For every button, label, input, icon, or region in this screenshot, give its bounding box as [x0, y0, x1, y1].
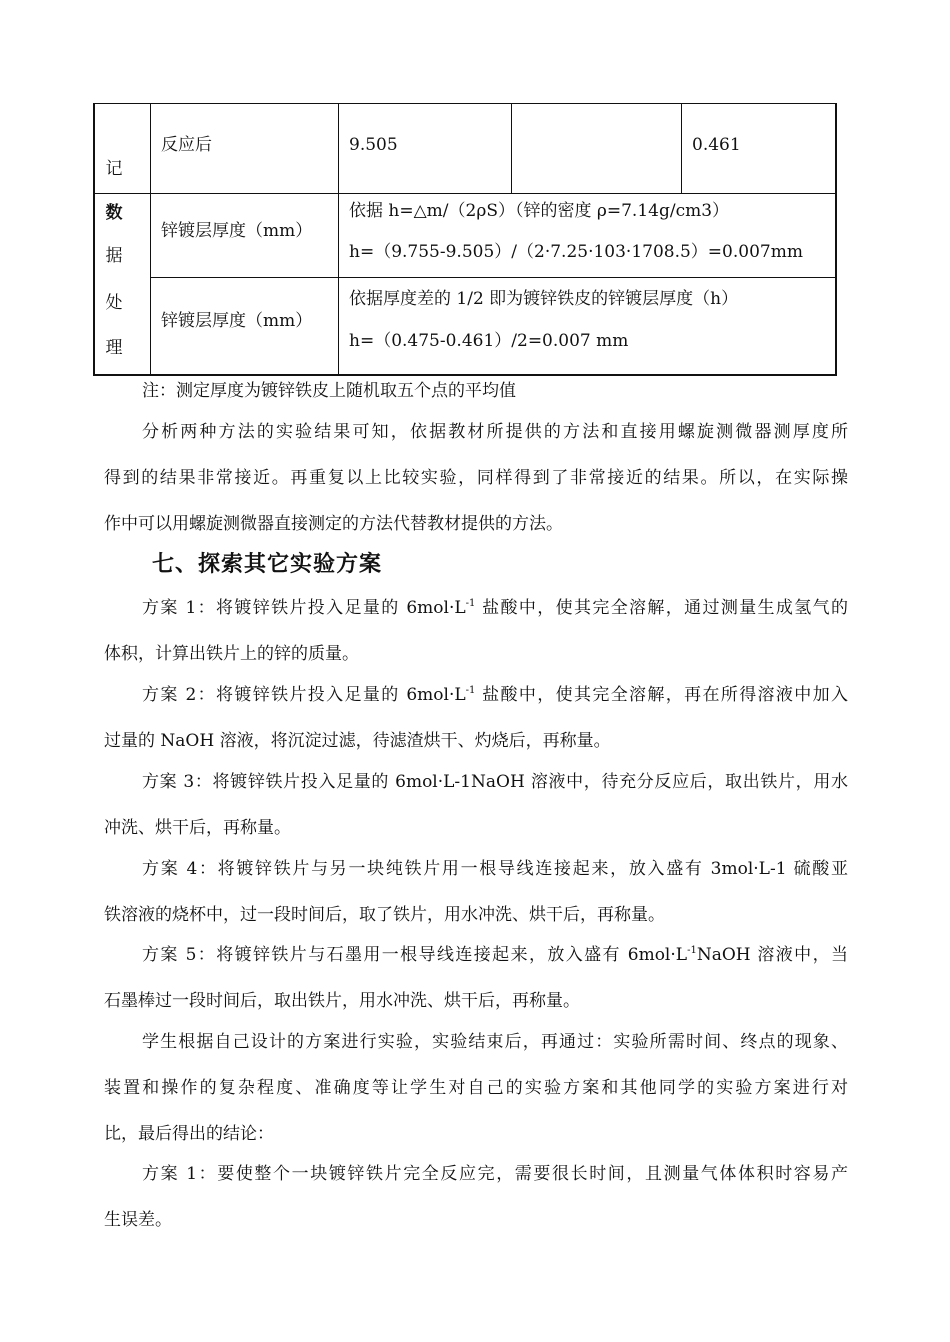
analysis-line: 分析两种方法的实验结果可知，依据教材所提供的方法和直接用螺旋测微器测厚度所	[142, 422, 848, 442]
plan-2-line: 过量的 NaOH 溶液，将沉淀过滤，待滤渣烘干、灼烧后，再称量。	[104, 731, 611, 751]
conclusion-plan1-line: 生误差。	[104, 1210, 172, 1230]
plan-text: NaOH 溶液中，当	[696, 945, 848, 965]
table-rule	[93, 193, 837, 194]
superscript: -1	[687, 945, 697, 956]
row-label-method1: 锌镀层厚度（mm）	[161, 221, 313, 241]
plan-4-line: 铁溶液的烧杯中，过一段时间后，取了铁片，用水冲洗、烘干后，再称量。	[104, 905, 665, 925]
plan-3-line: 方案 3：将镀锌铁片投入足量的 6mol·L-1NaOH 溶液中，待充分反应后，取出铁片，用水	[142, 772, 848, 792]
plan-text: 盐酸中，使其完全溶解，再在所得溶液中加入	[475, 685, 848, 705]
plan-text: 方案 2：将镀锌铁片投入足量的 6mol·L	[142, 685, 466, 705]
table-rule	[93, 103, 837, 104]
table-rule	[835, 103, 837, 376]
plan-5-line	[142, 944, 848, 966]
cell-value: 9.505	[349, 135, 398, 155]
table-rule	[150, 103, 151, 376]
row-label-method2: 锌镀层厚度（mm）	[161, 311, 313, 331]
group-label-char: 据	[105, 246, 123, 266]
table-rule	[681, 103, 682, 194]
analysis-line: 得到的结果非常接近。再重复以上比较实验，同样得到了非常接近的结果。所以，在实际操	[104, 468, 848, 488]
conclusion-intro-line: 装置和操作的复杂程度、准确度等让学生对自己的实验方案和其他同学的实验方案进行对	[104, 1078, 848, 1098]
conclusion-plan1-line: 方案 1：要使整个一块镀锌铁片完全反应完，需要很长时间，且测量气体体积时容易产	[142, 1164, 848, 1184]
table-rule	[93, 103, 95, 376]
plan-text: 方案 5：将镀锌铁片与石墨用一根导线连接起来，放入盛有 6mol·L	[142, 945, 688, 965]
plan-3-line: 冲洗、烘干后，再称量。	[104, 818, 291, 838]
table-rule	[338, 103, 339, 376]
conclusion-intro-line: 比，最后得出的结论：	[104, 1124, 274, 1144]
formula-line: 依据 h=△m/（2ρS）（锌的密度 ρ=7.14g/cm3）	[349, 201, 730, 221]
formula-line: 依据厚度差的 1/2 即为镀锌铁皮的锌镀层厚度（h）	[349, 289, 739, 309]
superscript: -1	[465, 685, 476, 696]
plan-1-line	[142, 597, 848, 619]
group-label-char: 理	[105, 338, 123, 358]
group-label-char: 数	[105, 203, 123, 223]
plan-text: 方案 1：将镀锌铁片投入足量的 6mol·L	[142, 598, 466, 618]
formula-line: h=（0.475-0.461）/2=0.007 mm	[349, 331, 629, 351]
section-heading: 七、探索其它实验方案	[152, 552, 383, 577]
cell-value: 0.461	[692, 135, 741, 155]
plan-1-line: 体积，计算出铁片上的锌的质量。	[104, 644, 359, 664]
analysis-line: 作中可以用螺旋测微器直接测定的方法代替教材提供的方法。	[104, 514, 563, 534]
group-label-char: 处	[105, 293, 123, 313]
conclusion-intro-line: 学生根据自己设计的方案进行实验，实验结束后，再通过：实验所需时间、终点的现象、	[142, 1032, 848, 1052]
table-rule	[511, 103, 512, 194]
row-label-after: 反应后	[161, 135, 212, 155]
superscript: -1	[465, 598, 476, 609]
data-table	[93, 103, 837, 376]
formula-line: h=（9.755-9.505）/（2·7.25·103·1708.5）=0.007mm	[349, 242, 803, 262]
table-rule	[150, 277, 837, 278]
table-rule	[93, 374, 837, 376]
plan-4-line: 方案 4：将镀锌铁片与另一块纯铁片用一根导线连接起来，放入盛有 3mol·L-1 硫酸亚	[142, 859, 848, 879]
plan-2-line	[142, 684, 848, 706]
table-note: 注：测定厚度为镀锌铁皮上随机取五个点的平均值	[142, 381, 516, 401]
plan-text: 盐酸中，使其完全溶解，通过测量生成氢气的	[475, 598, 848, 618]
plan-5-line: 石墨棒过一段时间后，取出铁片，用水冲洗、烘干后，再称量。	[104, 991, 580, 1011]
row-side-label: 记	[105, 159, 123, 179]
